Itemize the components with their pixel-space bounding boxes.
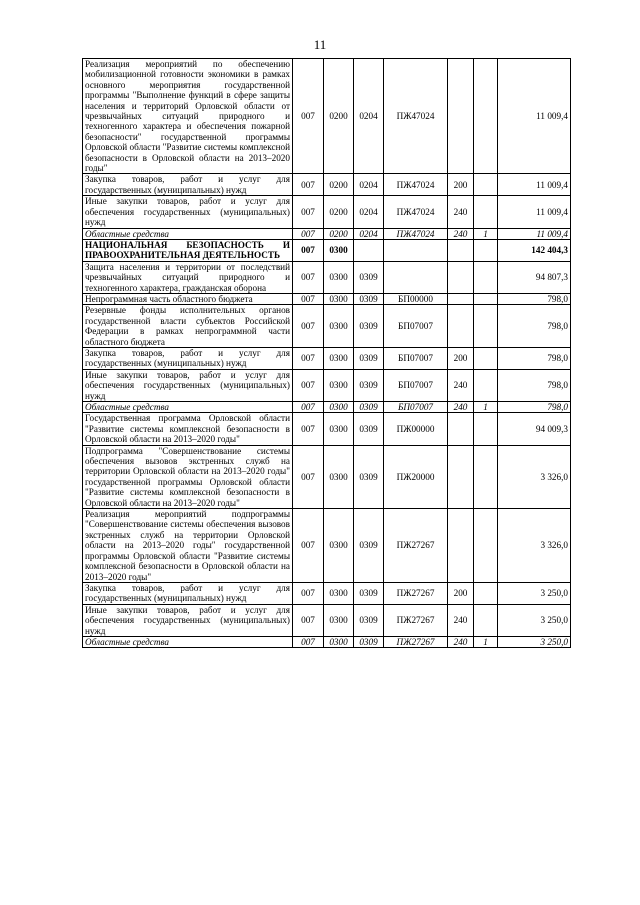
- code-subsection: 0309: [354, 413, 384, 445]
- table-row: [83, 509, 571, 583]
- amount: 798,0: [498, 305, 571, 348]
- code-subsection: 0309: [354, 445, 384, 508]
- item-name: Иные закупки товаров, работ и услуг для обеспечения государственных (муниципальных) нужд: [83, 369, 293, 401]
- code-subsection: [354, 239, 384, 261]
- table-row: [83, 228, 571, 239]
- item-name: Реализация мероприятий подпрограммы "Совершенствование системы обеспечения вызовов экстренных служб на территории Орловской области на 2013–2020 годы" государственной программы Орловской области "Развитие системы комплексной безопасности в Орловской области на 2013–2020 годы": [83, 509, 293, 583]
- amount: 3 326,0: [498, 509, 571, 583]
- code-grbs: 007: [293, 305, 324, 348]
- code-subsection: 0309: [354, 293, 384, 304]
- code-grbs: 007: [293, 196, 324, 228]
- amount: 798,0: [498, 293, 571, 304]
- amount: 3 250,0: [498, 636, 571, 647]
- table-row: [83, 369, 571, 401]
- code-grbs: 007: [293, 174, 324, 196]
- code-section: 0300: [324, 305, 354, 348]
- code-target-article: [384, 239, 448, 261]
- item-name: Непрограммная часть областного бюджета: [83, 293, 293, 304]
- code-target-article: ПЖ47024: [384, 174, 448, 196]
- item-name: Иные закупки товаров, работ и услуг для обеспечения государственных (муниципальных) нужд: [83, 604, 293, 636]
- code-expense-type: [448, 261, 474, 293]
- code-section: 0300: [324, 347, 354, 369]
- item-name: Иные закупки товаров, работ и услуг для обеспечения государственных (муниципальных) нужд: [83, 196, 293, 228]
- code-subsection: 0309: [354, 582, 384, 604]
- code-subsection: 0309: [354, 261, 384, 293]
- amount: 94 009,3: [498, 413, 571, 445]
- code-funding-source: [474, 305, 498, 348]
- code-target-article: БП07007: [384, 369, 448, 401]
- amount: 94 807,3: [498, 261, 571, 293]
- code-section: 0300: [324, 509, 354, 583]
- code-subsection: 0309: [354, 636, 384, 647]
- code-funding-source: [474, 293, 498, 304]
- code-funding-source: [474, 509, 498, 583]
- item-name: Областные средства: [83, 402, 293, 413]
- item-name: Областные средства: [83, 636, 293, 647]
- table-row: [83, 174, 571, 196]
- code-target-article: БП00000: [384, 293, 448, 304]
- code-section: 0300: [324, 413, 354, 445]
- item-name: Подпрограмма "Совершенствование системы обеспечения вызовов экстренных служб на территории Орловской области на 2013–2020 годы" государственной программы Орловской области "Развитие системы комплексной безопасности в Орловской области на 2013–2020 годы": [83, 445, 293, 508]
- code-grbs: 007: [293, 293, 324, 304]
- page-number: 11: [313, 37, 327, 52]
- amount: 798,0: [498, 347, 571, 369]
- code-expense-type: 200: [448, 347, 474, 369]
- table-row: [83, 413, 571, 445]
- code-expense-type: 240: [448, 369, 474, 401]
- code-expense-type: 240: [448, 402, 474, 413]
- code-expense-type: [448, 59, 474, 174]
- code-subsection: 0204: [354, 59, 384, 174]
- code-target-article: [384, 261, 448, 293]
- table-row: [83, 402, 571, 413]
- item-name: НАЦИОНАЛЬНАЯ БЕЗОПАСНОСТЬ И ПРАВООХРАНИТЕЛЬНАЯ ДЕЯТЕЛЬНОСТЬ: [83, 239, 293, 261]
- code-funding-source: [474, 604, 498, 636]
- amount: 11 009,4: [498, 174, 571, 196]
- amount: 3 250,0: [498, 604, 571, 636]
- code-subsection: 0309: [354, 604, 384, 636]
- code-target-article: БП07007: [384, 347, 448, 369]
- code-target-article: ПЖ27267: [384, 582, 448, 604]
- code-expense-type: [448, 413, 474, 445]
- code-expense-type: 240: [448, 636, 474, 647]
- item-name: Закупка товаров, работ и услуг для государственных (муниципальных) нужд: [83, 347, 293, 369]
- code-target-article: БП07007: [384, 305, 448, 348]
- code-expense-type: [448, 509, 474, 583]
- code-target-article: ПЖ27267: [384, 604, 448, 636]
- item-name: Защита населения и территории от последствий чрезвычайных ситуаций природного и техногенного характера, гражданская оборона: [83, 261, 293, 293]
- code-expense-type: [448, 445, 474, 508]
- code-expense-type: [448, 239, 474, 261]
- table-row: [83, 347, 571, 369]
- table-row: [83, 196, 571, 228]
- table-row: [83, 59, 571, 174]
- code-grbs: 007: [293, 509, 324, 583]
- code-grbs: 007: [293, 636, 324, 647]
- amount: 11 009,4: [498, 196, 571, 228]
- amount: 3 250,0: [498, 582, 571, 604]
- code-subsection: 0309: [354, 402, 384, 413]
- item-name: Государственная программа Орловской области "Развитие системы комплексной безопасности в Орловской области на 2013–2020 годы": [83, 413, 293, 445]
- code-expense-type: 240: [448, 196, 474, 228]
- code-funding-source: [474, 347, 498, 369]
- item-name: Областные средства: [83, 228, 293, 239]
- item-name: Закупка товаров, работ и услуг для государственных (муниципальных) нужд: [83, 582, 293, 604]
- table-row: [83, 582, 571, 604]
- code-subsection: 0204: [354, 174, 384, 196]
- code-subsection: 0204: [354, 228, 384, 239]
- code-grbs: 007: [293, 445, 324, 508]
- code-section: 0300: [324, 239, 354, 261]
- code-section: 0300: [324, 582, 354, 604]
- table-row: [83, 239, 571, 261]
- code-section: 0300: [324, 369, 354, 401]
- code-funding-source: 1: [474, 228, 498, 239]
- code-grbs: 007: [293, 413, 324, 445]
- code-section: 0300: [324, 636, 354, 647]
- code-section: 0200: [324, 196, 354, 228]
- code-target-article: ПЖ27267: [384, 636, 448, 647]
- code-target-article: ПЖ00000: [384, 413, 448, 445]
- amount: 3 326,0: [498, 445, 571, 508]
- code-section: 0300: [324, 293, 354, 304]
- table-row: [83, 293, 571, 304]
- code-funding-source: [474, 369, 498, 401]
- code-funding-source: [474, 174, 498, 196]
- amount: 798,0: [498, 369, 571, 401]
- code-expense-type: [448, 293, 474, 304]
- code-funding-source: [474, 445, 498, 508]
- item-name: Реализация мероприятий по обеспечению мобилизационной готовности экономики в рамках основного мероприятия государственной программы "Выполнение функций в сфере защиты населения и территорий Орловской области от чрезвычайных ситуаций природного и техногенного характера и обеспечения пожарной безопасности" государственной программы Орловской области "Развитие системы комплексной безопасности в Орловской области на 2013–2020 годы": [83, 59, 293, 174]
- code-target-article: ПЖ47024: [384, 59, 448, 174]
- code-grbs: 007: [293, 402, 324, 413]
- code-expense-type: 240: [448, 228, 474, 239]
- code-section: 0200: [324, 228, 354, 239]
- code-section: 0300: [324, 445, 354, 508]
- code-subsection: 0204: [354, 196, 384, 228]
- item-name: Закупка товаров, работ и услуг для государственных (муниципальных) нужд: [83, 174, 293, 196]
- code-grbs: 007: [293, 261, 324, 293]
- item-name: Резервные фонды исполнительных органов государственной власти субъектов Российской Федерации в рамках непрограммной части областного бюджета: [83, 305, 293, 348]
- amount: 142 404,3: [498, 239, 571, 261]
- code-subsection: 0309: [354, 509, 384, 583]
- code-target-article: ПЖ27267: [384, 509, 448, 583]
- code-grbs: 007: [293, 582, 324, 604]
- code-funding-source: 1: [474, 402, 498, 413]
- code-target-article: ПЖ47024: [384, 228, 448, 239]
- amount: 11 009,4: [498, 228, 571, 239]
- code-grbs: 007: [293, 369, 324, 401]
- code-funding-source: [474, 59, 498, 174]
- code-subsection: 0309: [354, 369, 384, 401]
- code-section: 0300: [324, 402, 354, 413]
- code-funding-source: [474, 196, 498, 228]
- code-funding-source: [474, 413, 498, 445]
- code-subsection: 0309: [354, 305, 384, 348]
- code-funding-source: [474, 239, 498, 261]
- code-section: 0200: [324, 59, 354, 174]
- budget-table: [82, 58, 571, 648]
- code-section: 0300: [324, 604, 354, 636]
- amount: 11 009,4: [498, 59, 571, 174]
- amount: 798,0: [498, 402, 571, 413]
- code-section: 0200: [324, 174, 354, 196]
- code-expense-type: 200: [448, 174, 474, 196]
- table-row: [83, 445, 571, 508]
- code-target-article: БП07007: [384, 402, 448, 413]
- code-expense-type: [448, 305, 474, 348]
- code-target-article: ПЖ20000: [384, 445, 448, 508]
- code-expense-type: 200: [448, 582, 474, 604]
- table-body: [83, 59, 571, 648]
- code-expense-type: 240: [448, 604, 474, 636]
- table-row: [83, 636, 571, 647]
- code-subsection: 0309: [354, 347, 384, 369]
- code-grbs: 007: [293, 347, 324, 369]
- table-row: [83, 261, 571, 293]
- code-funding-source: [474, 261, 498, 293]
- code-target-article: ПЖ47024: [384, 196, 448, 228]
- code-grbs: 007: [293, 228, 324, 239]
- code-funding-source: [474, 582, 498, 604]
- code-grbs: 007: [293, 604, 324, 636]
- code-grbs: 007: [293, 239, 324, 261]
- table-row: [83, 604, 571, 636]
- code-grbs: 007: [293, 59, 324, 174]
- code-funding-source: 1: [474, 636, 498, 647]
- table-row: [83, 305, 571, 348]
- code-section: 0300: [324, 261, 354, 293]
